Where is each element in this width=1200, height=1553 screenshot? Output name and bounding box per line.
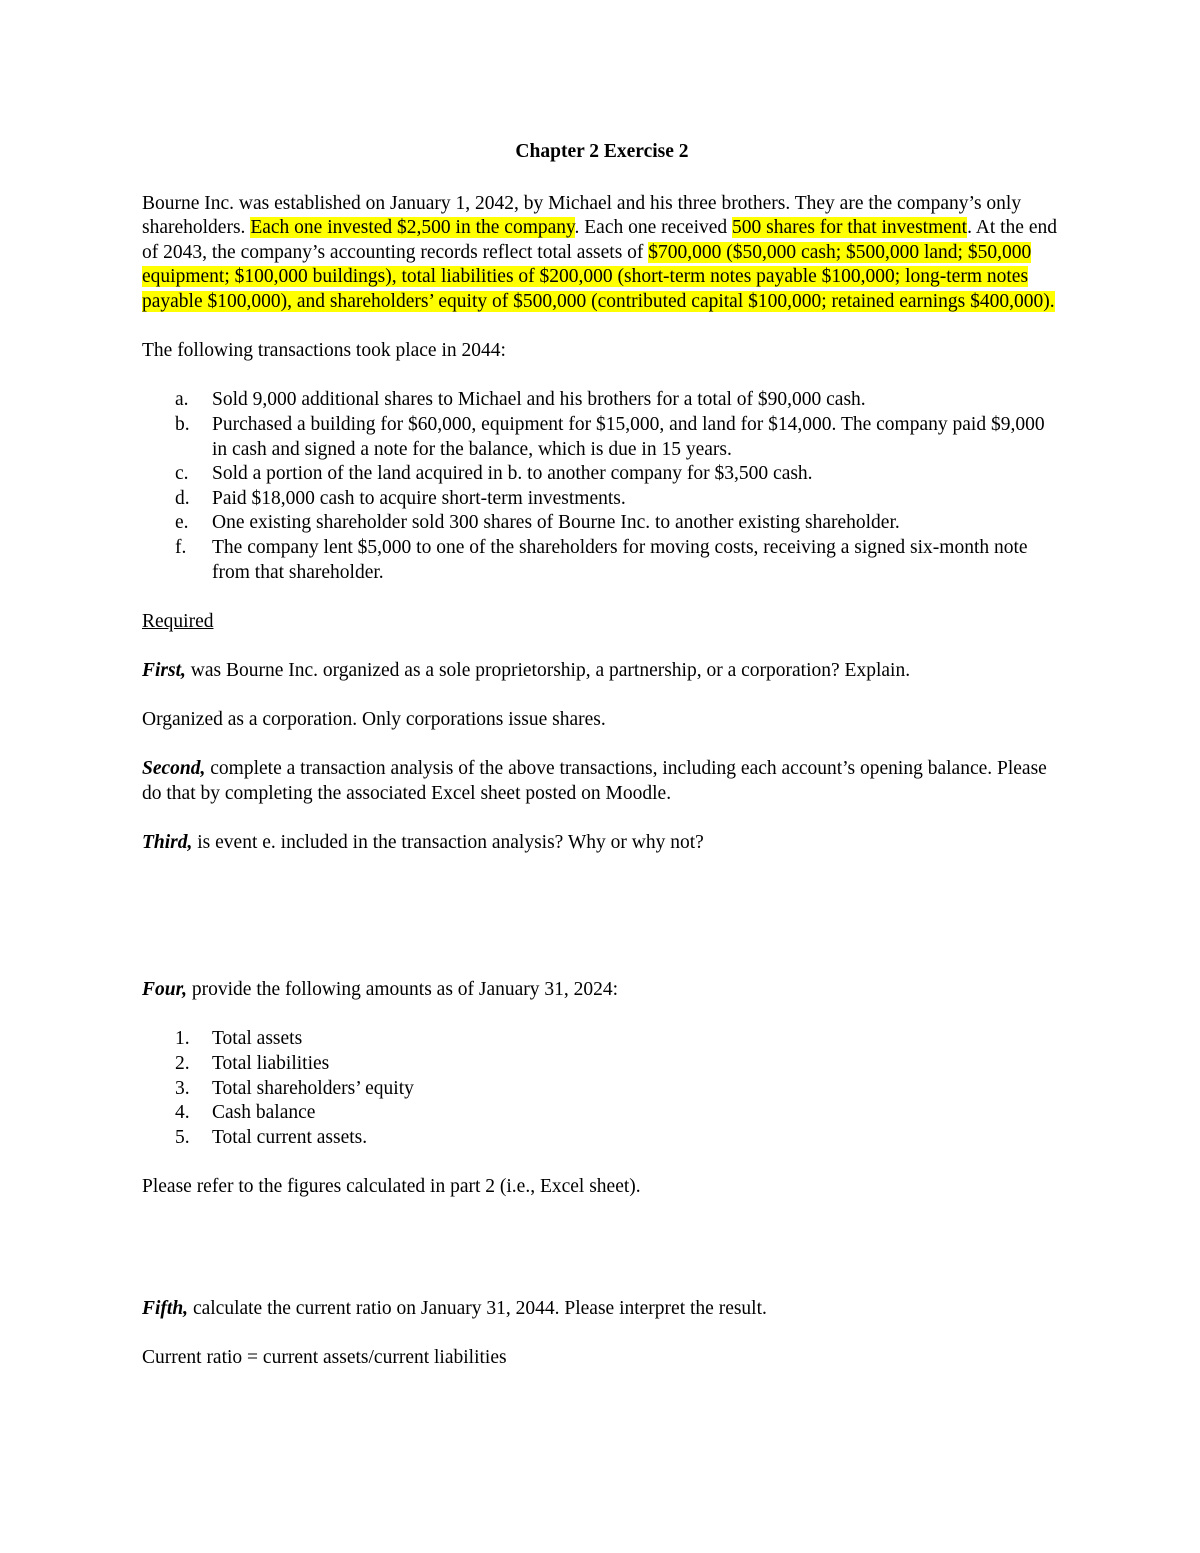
- list-item: [142, 536, 1062, 585]
- question-fifth-text: calculate the current ratio on January 31, 2044. Please interpret the result.: [188, 1298, 767, 1320]
- list-item: [142, 511, 1062, 536]
- list-item-text: Purchased a building for $60,000, equipment for $15,000, and land for $14,000. The company paid $9,000 in cash and signed a note for the balance, which is due in 15 years.: [212, 413, 1045, 460]
- list-item: [142, 1052, 1062, 1077]
- list-marker: b.: [175, 413, 190, 435]
- list-item-text: Total liabilities: [212, 1053, 330, 1074]
- answer-space-third: [142, 880, 1062, 978]
- list-marker: 2.: [175, 1053, 190, 1074]
- page-title: Chapter 2 Exercise 2: [515, 141, 689, 162]
- list-item-text: One existing shareholder sold 300 shares of Bourne Inc. to another existing shareholder.: [212, 512, 900, 534]
- intro-paragraph: [142, 192, 1062, 315]
- list-marker: 4.: [175, 1102, 190, 1124]
- list-item: [142, 462, 1062, 487]
- question-third-lead: Third,: [142, 832, 193, 854]
- list-item: [142, 1027, 1062, 1052]
- question-first: [142, 659, 1062, 684]
- list-item-text: Total shareholders’ equity: [212, 1077, 414, 1099]
- list-marker: 1.: [175, 1028, 190, 1050]
- list-item-text: Cash balance: [212, 1102, 316, 1124]
- list-marker: d.: [175, 487, 190, 509]
- list-item: [142, 487, 1062, 512]
- question-four-lead: Four,: [142, 979, 187, 1001]
- list-marker: e.: [175, 512, 189, 534]
- list-marker: a.: [175, 389, 189, 411]
- transactions-list: [142, 388, 1062, 585]
- document-page: [142, 140, 1062, 1396]
- highlight-investment: Each one invested $2,500 in the company: [250, 217, 575, 239]
- answer-first: Organized as a corporation. Only corporations issue shares.: [142, 709, 606, 731]
- question-four: [142, 978, 1062, 1003]
- intro-text-3: . At the end of 2043, the company’s accounting records reflect total assets of: [142, 217, 1057, 263]
- list-marker: 3.: [175, 1077, 190, 1099]
- question-third-text: is event e. included in the transaction analysis? Why or why not?: [192, 832, 704, 854]
- list-marker: f.: [175, 536, 187, 558]
- list-item: [142, 388, 1062, 413]
- list-item-text: Paid $18,000 cash to acquire short-term investments.: [212, 487, 626, 509]
- list-item: [142, 1101, 1062, 1126]
- question-four-text: provide the following amounts as of January 31, 2024:: [187, 979, 619, 1001]
- list-marker: c.: [175, 463, 189, 485]
- answer-space-four: [142, 1224, 1062, 1297]
- highlight-shares: 500 shares for that investment: [732, 217, 968, 239]
- question-fifth-lead: Fifth,: [142, 1298, 189, 1320]
- question-second-lead: Second,: [142, 758, 206, 780]
- required-heading: Required: [142, 610, 214, 632]
- question-first-lead: First,: [142, 659, 186, 681]
- amounts-list: [142, 1027, 1062, 1150]
- intro-text-2: . Each one received: [574, 217, 733, 239]
- list-item: [142, 1126, 1062, 1151]
- answer-four: Please refer to the figures calculated in part 2 (i.e., Excel sheet).: [142, 1175, 641, 1197]
- question-second-text: complete a transaction analysis of the above transactions, including each account’s opening balance. Please do that by completing the associated Excel sheet posted on Moodle.: [142, 758, 1047, 804]
- highlight-balances: $700,000 ($50,000 cash; $500,000 land; $50,000 equipment; $100,000 buildings), total liabilities of $200,000 (short-term notes payable $100,000; long-term notes payable $100,000), and shareholders’ equity of $500,000 (contributed capital $100,000; retained earnings $400,000).: [142, 241, 1055, 312]
- intro-text-1: Bourne Inc. was established on January 1, 2042, by Michael and his three brothers. They are the company’s only shareholders.: [142, 192, 1022, 239]
- list-item-text: Total assets: [212, 1028, 303, 1050]
- list-marker: 5.: [175, 1126, 190, 1148]
- list-item-text: Total current assets.: [212, 1126, 368, 1148]
- list-item-text: The company lent $5,000 to one of the shareholders for moving costs, receiving a signed six-month note from that shareholder.: [212, 536, 1028, 583]
- question-third: [142, 831, 1062, 856]
- list-item-text: Sold 9,000 additional shares to Michael and his brothers for a total of $90,000 cash.: [212, 389, 866, 411]
- question-fifth: [142, 1297, 1062, 1322]
- current-ratio-formula: Current ratio = current assets/current liabilities: [142, 1347, 507, 1369]
- list-item: [142, 1077, 1062, 1102]
- question-first-text: was Bourne Inc. organized as a sole proprietorship, a partnership, or a corporation? Explain.: [185, 659, 911, 681]
- transactions-intro: The following transactions took place in 2044:: [142, 340, 506, 362]
- list-item: [142, 413, 1062, 462]
- question-second: [142, 757, 1062, 806]
- list-item-text: Sold a portion of the land acquired in b. to another company for $3,500 cash.: [212, 463, 813, 485]
